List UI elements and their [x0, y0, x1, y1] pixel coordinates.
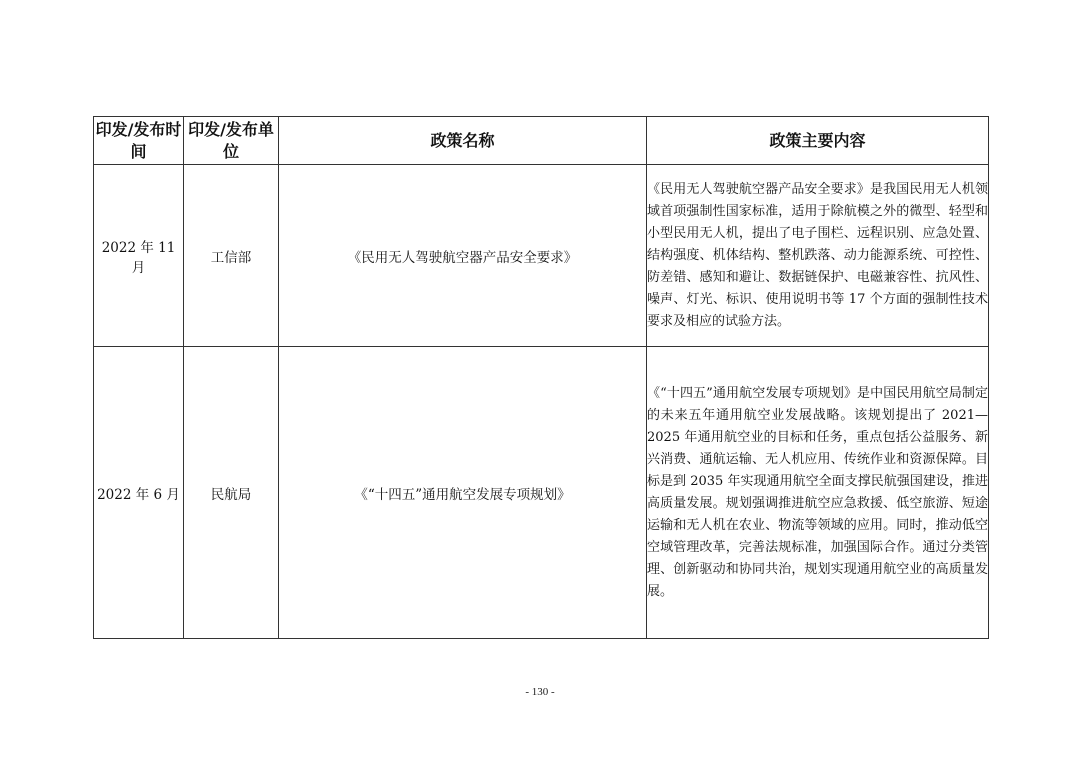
header-policy-name: 政策名称: [279, 117, 647, 165]
header-unit: 印发/发布单位: [184, 117, 279, 165]
row-policy-name: 《“十四五”通用航空发展专项规划》: [279, 347, 647, 639]
page-number: - 130 -: [525, 686, 555, 698]
row-policy-name: 《民用无人驾驶航空器产品安全要求》: [279, 165, 647, 347]
table-row: [94, 347, 989, 639]
header-time: 印发/发布时间: [94, 117, 184, 165]
row-time: 2022 年 6 月: [94, 347, 184, 639]
table-header-row: [94, 117, 989, 165]
row-time: 2022 年 11 月: [94, 165, 184, 347]
row-policy-content: 《“十四五”通用航空发展专项规划》是中国民用航空局制定的未来五年通用航空业发展战略。该规划提出了 2021—2025 年通用航空业的目标和任务，重点包括公益服务、新兴消费、通航运输、无人机应用、传统作业和资源保障。目标是到 2035 年实现通用航空全面支撑民航强国建设，推进高质量发展。规划强调推进航空应急救援、低空旅游、短途运输和无人机在农业、物流等领域的应用。同时，推动低空空域管理改革，完善法规标准，加强国际合作。通过分类管理、创新驱动和协同共治，规划实现通用航空业的高质量发展。: [647, 347, 989, 639]
row-unit: 工信部: [184, 165, 279, 347]
row-policy-content: 《民用无人驾驶航空器产品安全要求》是我国民用无人机领域首项强制性国家标准，适用于除航模之外的微型、轻型和小型民用无人机，提出了电子围栏、远程识别、应急处置、结构强度、机体结构、整机跌落、动力能源系统、可控性、防差错、感知和避让、数据链保护、电磁兼容性、抗风性、噪声、灯光、标识、使用说明书等 17 个方面的强制性技术要求及相应的试验方法。: [647, 165, 989, 347]
row-unit: 民航局: [184, 347, 279, 639]
header-policy-content: 政策主要内容: [647, 117, 989, 165]
table-row: [94, 165, 989, 347]
policy-table: [93, 116, 989, 639]
